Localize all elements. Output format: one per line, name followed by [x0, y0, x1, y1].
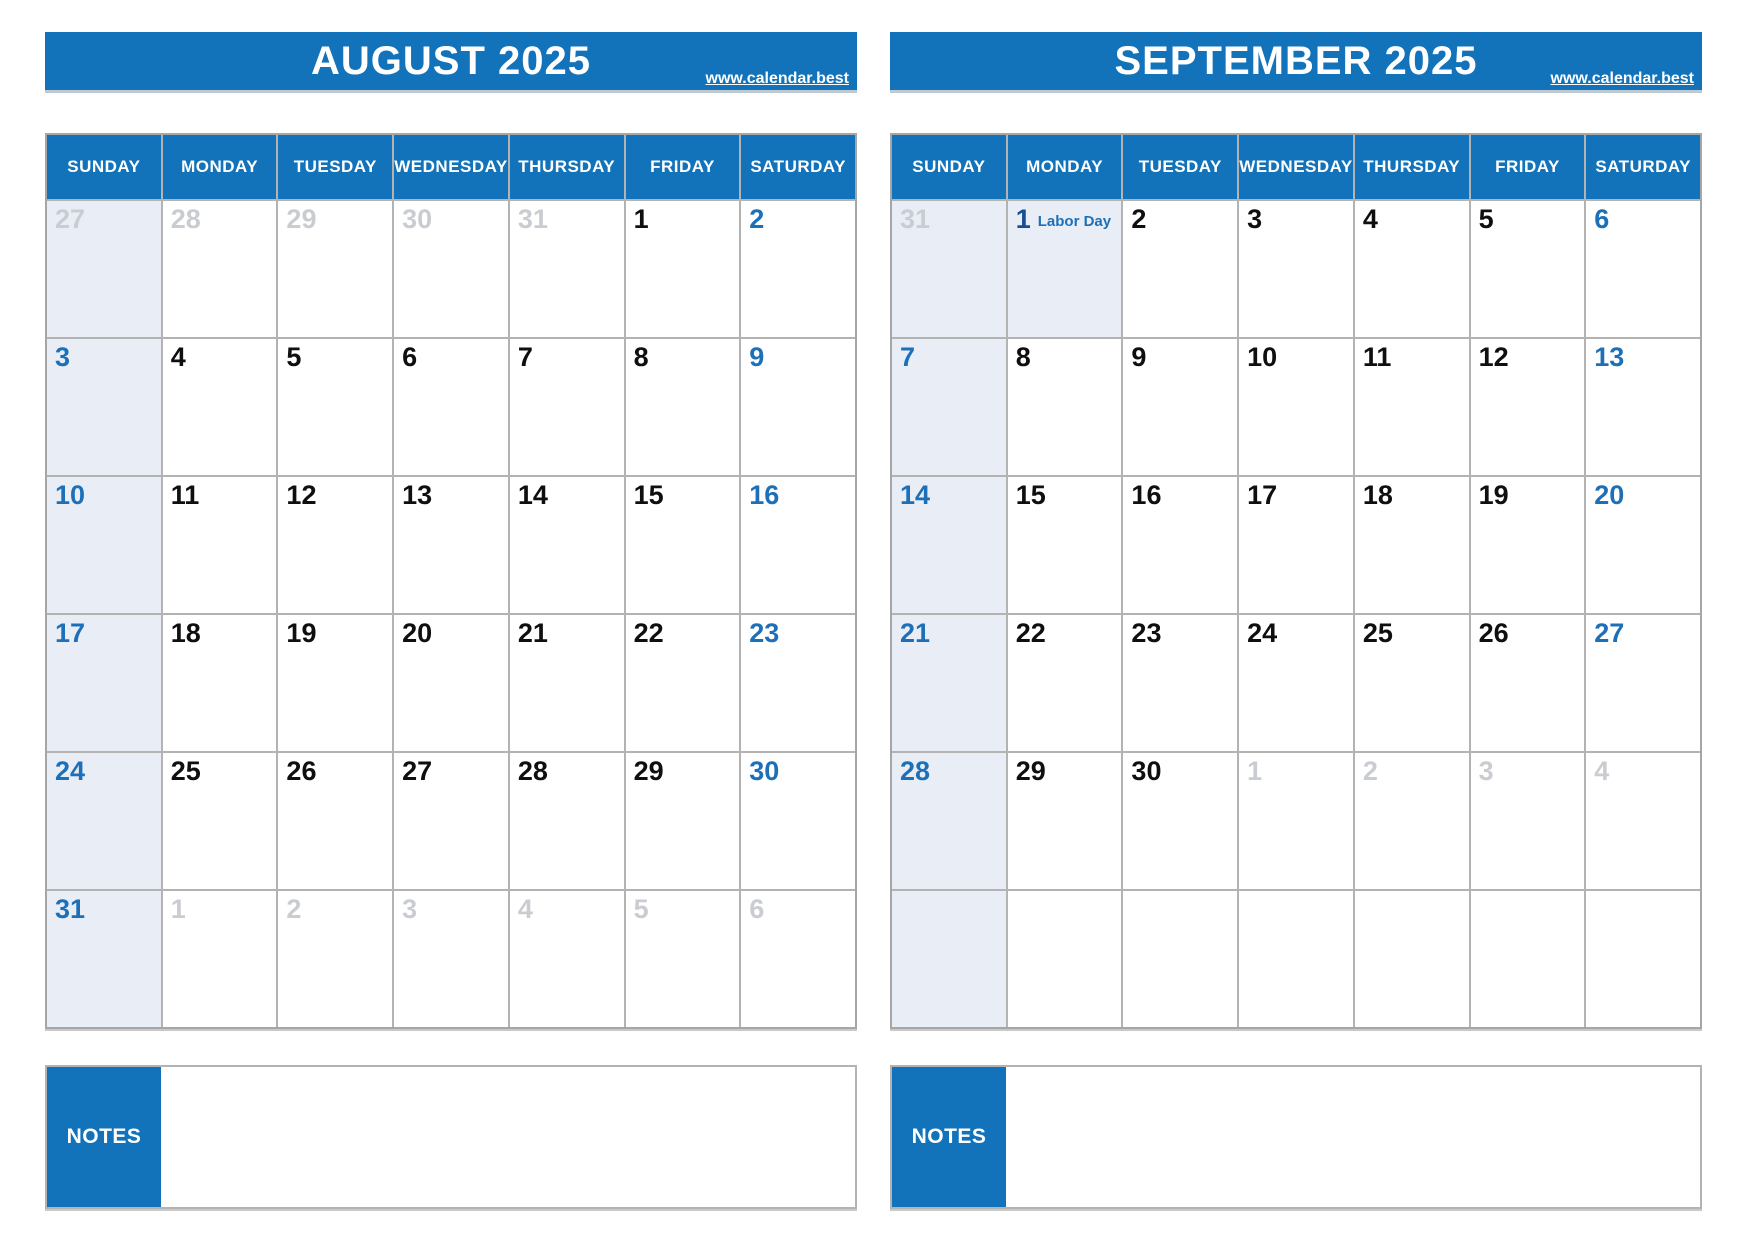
date-number: 6: [749, 894, 765, 924]
date-number: 29: [633, 756, 664, 786]
date-number: 11: [1362, 342, 1392, 372]
date-number: 16: [749, 480, 780, 510]
calendar-day-cell: [510, 201, 624, 337]
date-number: 13: [402, 480, 433, 510]
date-number: 3: [1478, 756, 1494, 786]
date-number: 8: [633, 342, 649, 372]
day-header-cell: TUESDAY: [1123, 135, 1237, 199]
calendar-grid: [45, 133, 857, 1029]
date-number: 2: [286, 894, 302, 924]
calendar-day-cell: [510, 339, 624, 475]
notes-section: [45, 1065, 857, 1209]
calendar-day-cell: [1471, 201, 1585, 337]
calendar-day-cell: [741, 339, 855, 475]
date-number: 12: [286, 480, 317, 510]
calendar-september: [890, 32, 1702, 1148]
date-number: 4: [1594, 756, 1610, 786]
date-number: 19: [1478, 480, 1509, 510]
date-number: 1: [1015, 204, 1031, 234]
date-number: 21: [900, 618, 931, 648]
date-number: 10: [55, 480, 86, 510]
calendar-day-cell: [47, 477, 161, 613]
date-number: 16: [1131, 480, 1162, 510]
calendar-day-cell: [1123, 477, 1237, 613]
date-number: 19: [286, 618, 317, 648]
calendar-day-cell: [278, 339, 392, 475]
calendar-day-cell: [1008, 339, 1122, 475]
date-number: 8: [1015, 342, 1031, 372]
date-number: 15: [633, 480, 664, 510]
calendar-day-cell: [1008, 891, 1122, 1027]
date-number: 3: [1247, 204, 1263, 234]
date-number: 25: [1362, 618, 1393, 648]
calendar-day-cell: [626, 201, 740, 337]
date-number: 2: [749, 204, 765, 234]
date-number: 31: [55, 894, 86, 924]
calendar-day-cell: [47, 201, 161, 337]
calendar-day-cell: [510, 753, 624, 889]
date-number: 26: [286, 756, 317, 786]
calendar-day-cell: [47, 615, 161, 751]
calendar-day-cell: [278, 615, 392, 751]
date-number: 31: [900, 204, 931, 234]
date-number: 7: [517, 342, 533, 372]
calendar-day-cell: [1355, 615, 1469, 751]
calendar-day-cell: [1239, 891, 1353, 1027]
day-header-cell: THURSDAY: [510, 135, 624, 199]
calendar-day-cell: [1471, 753, 1585, 889]
day-header-cell: SUNDAY: [892, 135, 1006, 199]
date-number: 30: [749, 756, 780, 786]
date-number: 21: [517, 618, 548, 648]
date-number: 27: [55, 204, 86, 234]
calendar-day-cell: [1586, 339, 1700, 475]
calendar-day-cell: [1355, 753, 1469, 889]
date-number: 15: [1015, 480, 1046, 510]
calendar-day-cell: [1239, 615, 1353, 751]
day-header-cell: SATURDAY: [741, 135, 855, 199]
day-header-cell: TUESDAY: [278, 135, 392, 199]
calendar-website-link[interactable]: www.calendar.best: [1550, 70, 1694, 87]
date-number: 28: [170, 204, 201, 234]
date-number: 4: [517, 894, 533, 924]
calendar-day-cell: [626, 339, 740, 475]
date-number: 20: [1594, 480, 1625, 510]
date-number: 2: [1131, 204, 1147, 234]
calendar-title: SEPTEMBER 2025: [1114, 39, 1478, 83]
date-number: 12: [1478, 342, 1509, 372]
day-header-cell: FRIDAY: [626, 135, 740, 199]
calendar-day-cell: [163, 753, 277, 889]
calendar-day-cell: [626, 753, 740, 889]
date-number: 1: [1247, 756, 1263, 786]
calendar-day-cell: [394, 891, 508, 1027]
calendar-day-cell: [892, 615, 1006, 751]
date-number: 26: [1478, 618, 1509, 648]
date-number: 1: [633, 204, 649, 234]
day-header-cell: MONDAY: [1008, 135, 1122, 199]
date-number: 23: [1131, 618, 1162, 648]
date-number: 2: [1362, 756, 1378, 786]
calendar-day-cell: [626, 891, 740, 1027]
calendar-day-cell: [741, 753, 855, 889]
calendar-day-cell: [1471, 477, 1585, 613]
date-number: 4: [170, 342, 186, 372]
date-number: 29: [286, 204, 317, 234]
date-number: 14: [900, 480, 931, 510]
calendar-day-cell: [626, 477, 740, 613]
day-header-cell: WEDNESDAY: [394, 135, 508, 199]
calendar-day-cell: [1123, 891, 1237, 1027]
date-number: 30: [1131, 756, 1162, 786]
calendar-day-cell: [47, 339, 161, 475]
date-number: 25: [170, 756, 201, 786]
date-number: 5: [633, 894, 649, 924]
calendar-day-cell: [394, 615, 508, 751]
date-number: 28: [900, 756, 931, 786]
calendar-day-cell: [394, 339, 508, 475]
notes-label: NOTES: [47, 1067, 161, 1207]
date-number: 3: [55, 342, 71, 372]
date-number: 13: [1594, 342, 1625, 372]
calendar-title: AUGUST 2025: [311, 39, 591, 83]
calendar-day-cell: [1586, 615, 1700, 751]
calendar-day-cell: [47, 753, 161, 889]
calendar-day-cell: [1239, 753, 1353, 889]
calendar-day-cell: [1008, 201, 1122, 337]
holiday-label: Labor Day: [1037, 213, 1112, 230]
calendar-website-link[interactable]: www.calendar.best: [705, 70, 849, 87]
date-number: 5: [286, 342, 302, 372]
calendar-day-cell: [278, 753, 392, 889]
date-number: 6: [1594, 204, 1610, 234]
date-number: 24: [55, 756, 86, 786]
calendar-day-cell: [1471, 891, 1585, 1027]
day-header-cell: WEDNESDAY: [1239, 135, 1353, 199]
calendar-day-cell: [892, 477, 1006, 613]
date-number: 22: [1015, 618, 1046, 648]
calendar-day-cell: [510, 477, 624, 613]
date-number: 17: [55, 618, 86, 648]
calendar-august: [45, 32, 857, 1148]
notes-section: [890, 1065, 1702, 1209]
calendar-day-cell: [1355, 477, 1469, 613]
calendar-day-cell: [1008, 615, 1122, 751]
date-number: 20: [402, 618, 433, 648]
date-number: 27: [402, 756, 433, 786]
calendar-day-cell: [1123, 339, 1237, 475]
date-number: 10: [1247, 342, 1278, 372]
date-number: 27: [1594, 618, 1625, 648]
calendar-day-cell: [1008, 753, 1122, 889]
calendar-day-cell: [1586, 753, 1700, 889]
notes-area: [1006, 1067, 1700, 1207]
calendar-day-cell: [741, 891, 855, 1027]
calendar-day-cell: [1239, 339, 1353, 475]
date-number: 9: [1131, 342, 1147, 372]
date-number: 18: [170, 618, 201, 648]
calendar-day-cell: [741, 477, 855, 613]
calendar-day-cell: [1239, 477, 1353, 613]
calendar-day-cell: [278, 891, 392, 1027]
calendar-day-cell: [1123, 753, 1237, 889]
calendar-day-cell: [394, 201, 508, 337]
date-number: 7: [900, 342, 916, 372]
calendar-day-cell: [1123, 615, 1237, 751]
calendar-day-cell: [892, 891, 1006, 1027]
day-header-cell: MONDAY: [163, 135, 277, 199]
calendar-day-cell: [510, 615, 624, 751]
calendar-day-cell: [47, 891, 161, 1027]
calendar-day-cell: [1586, 891, 1700, 1027]
date-number: 31: [517, 204, 548, 234]
calendar-day-cell: [510, 891, 624, 1027]
calendar-day-cell: [1355, 891, 1469, 1027]
calendar-day-cell: [1586, 477, 1700, 613]
date-number: 5: [1478, 204, 1494, 234]
calendar-day-cell: [892, 339, 1006, 475]
calendar-day-cell: [278, 477, 392, 613]
calendar-day-cell: [394, 477, 508, 613]
date-number: 24: [1247, 618, 1278, 648]
calendar-day-cell: [892, 201, 1006, 337]
calendar-day-cell: [1239, 201, 1353, 337]
date-number: 3: [402, 894, 418, 924]
calendar-day-cell: [741, 615, 855, 751]
calendar-day-cell: [1586, 201, 1700, 337]
date-number: 30: [402, 204, 433, 234]
date-number: 18: [1362, 480, 1393, 510]
calendar-day-cell: [741, 201, 855, 337]
calendar-day-cell: [1471, 339, 1585, 475]
date-number: 4: [1362, 204, 1378, 234]
date-number: 29: [1015, 756, 1046, 786]
day-header-cell: SUNDAY: [47, 135, 161, 199]
date-number: 1: [170, 894, 186, 924]
date-number: 6: [402, 342, 418, 372]
date-number: 11: [170, 480, 200, 510]
date-number: 23: [749, 618, 780, 648]
day-header-cell: FRIDAY: [1471, 135, 1585, 199]
calendar-day-cell: [1471, 615, 1585, 751]
calendar-day-cell: [626, 615, 740, 751]
calendar-day-cell: [163, 477, 277, 613]
calendar-day-cell: [1355, 201, 1469, 337]
calendar-day-cell: [163, 891, 277, 1027]
day-header-cell: SATURDAY: [1586, 135, 1700, 199]
notes-area: [161, 1067, 855, 1207]
calendar-title-bar: [45, 32, 857, 90]
date-number: 14: [517, 480, 548, 510]
date-number: 22: [633, 618, 664, 648]
notes-label: NOTES: [892, 1067, 1006, 1207]
calendar-day-cell: [1355, 339, 1469, 475]
calendar-day-cell: [163, 615, 277, 751]
calendar-day-cell: [163, 201, 277, 337]
calendar-day-cell: [1008, 477, 1122, 613]
calendar-title-bar: [890, 32, 1702, 90]
calendar-day-cell: [163, 339, 277, 475]
day-header-cell: THURSDAY: [1355, 135, 1469, 199]
calendar-day-cell: [278, 201, 392, 337]
date-number: 9: [749, 342, 765, 372]
calendar-grid: [890, 133, 1702, 1029]
calendar-day-cell: [394, 753, 508, 889]
date-number: 28: [517, 756, 548, 786]
date-number: 17: [1247, 480, 1278, 510]
calendar-day-cell: [892, 753, 1006, 889]
calendar-day-cell: [1123, 201, 1237, 337]
